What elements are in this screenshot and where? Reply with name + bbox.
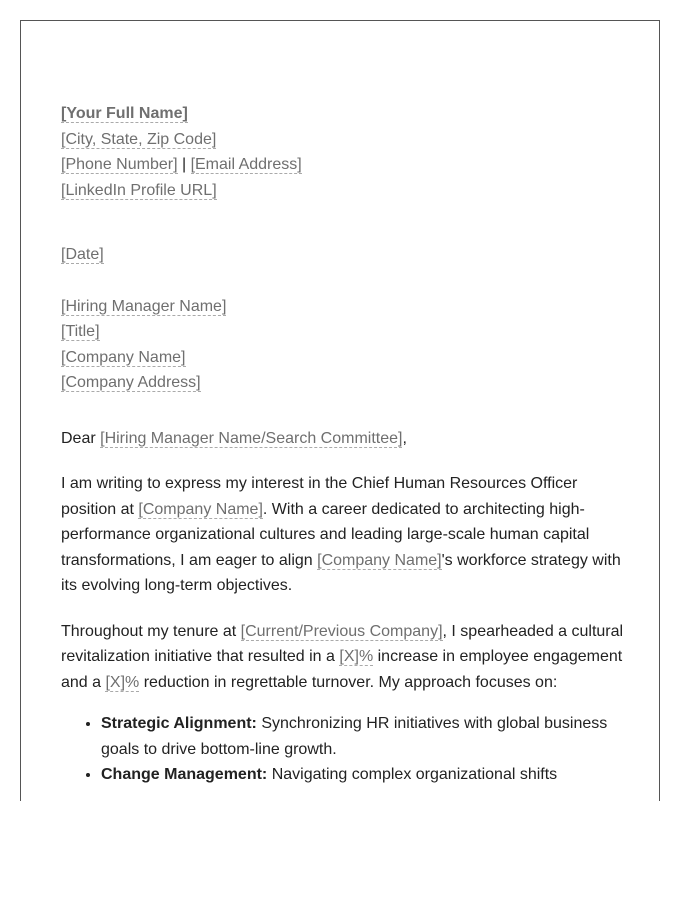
list-item (101, 762, 631, 788)
sender-name-line (61, 101, 631, 127)
p2-text3: increase in employee engagement and a (61, 648, 623, 691)
p2-company: [Current/Previous Company] (240, 622, 443, 640)
p1-company-1: [Company Name] (138, 500, 263, 518)
sender-phone: [Phone Number] (61, 156, 178, 173)
cover-letter-body (61, 101, 631, 788)
approach-list (61, 711, 631, 788)
recipient-company: [Company Name] (61, 348, 186, 366)
contact-separator: | (177, 156, 191, 173)
recipient-address-line (61, 370, 631, 396)
bullet-text: Navigating complex organizational shifts (267, 766, 558, 783)
recipient-name: [Hiring Manager Name] (61, 297, 227, 315)
recipient-company-line (61, 345, 631, 371)
p2-text4: reduction in regrettable turnover. My approach focuses on: (139, 673, 558, 691)
sender-linkedin: [LinkedIn Profile URL] (61, 181, 217, 199)
salutation-prefix: Dear (61, 429, 101, 447)
p1-company-2: [Company Name] (317, 551, 442, 569)
sender-block (61, 101, 631, 203)
p2-pct-2: [X]% (105, 673, 140, 691)
recipient-block (61, 294, 631, 396)
recipient-title-line (61, 319, 631, 345)
paragraph-intro (61, 471, 631, 599)
sender-contact-line (61, 152, 631, 178)
sender-location-line (61, 127, 631, 153)
p1-text2: . With a career dedicated to architecting high-performance organizational cultures and leading large-scale human capital transformations, I am eager to align (61, 500, 590, 569)
salutation-name: [Hiring Manager Name/Search Committee] (100, 429, 403, 447)
p2-text2: , I spearheaded a cultural revitalization initiative that resulted in a (61, 622, 624, 665)
p1-text1: I am writing to express my interest in the Chief Human Resources Officer position at (61, 475, 578, 518)
bullet-title: Strategic Alignment: (101, 715, 257, 732)
p1-text3: 's workforce strategy with its evolving long-term objectives. (61, 551, 621, 594)
recipient-address: [Company Address] (61, 374, 201, 391)
document-page (20, 20, 660, 801)
sender-city-state-zip: [City, State, Zip Code] (61, 130, 217, 148)
list-item (101, 711, 631, 762)
salutation-suffix: , (402, 429, 407, 447)
bullet-text: Synchronizing HR initiatives with global business goals to drive bottom-line growth. (101, 715, 608, 758)
recipient-title: [Title] (61, 323, 100, 340)
sender-linkedin-line (61, 178, 631, 204)
recipient-name-line (61, 294, 631, 320)
bullet-title: Change Management: (101, 766, 268, 783)
paragraph-experience (61, 619, 631, 696)
date-line (61, 242, 631, 268)
sender-email: [Email Address] (190, 156, 302, 173)
salutation (61, 426, 631, 452)
letter-date: [Date] (61, 246, 104, 263)
sender-full-name: [Your Full Name] (61, 105, 188, 122)
p2-pct-1: [X]% (339, 648, 374, 665)
p2-text1: Throughout my tenure at (61, 622, 241, 640)
